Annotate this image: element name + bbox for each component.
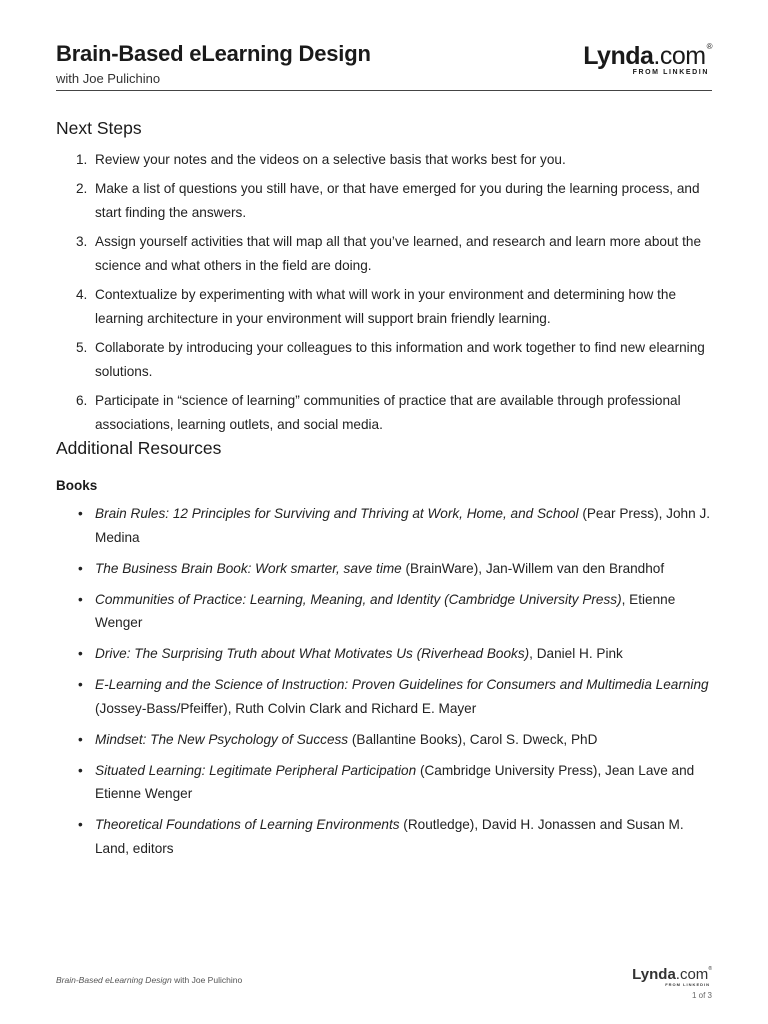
bullet: •: [78, 677, 83, 692]
step-number: 5.: [76, 340, 88, 355]
next-steps-list: [56, 148, 712, 442]
book-details: , Daniel H. Pink: [529, 646, 623, 661]
step-number: 3.: [76, 234, 88, 249]
step-text: Contextualize by experimenting with what will work in your environment and determining how the learning architecture in your environment will support brain friendly learning.: [95, 287, 677, 326]
book-item: [56, 588, 712, 635]
next-step-item: [56, 389, 712, 437]
book-item: [56, 557, 712, 581]
book-item: [56, 642, 712, 666]
footer-byline: with Joe Pulichino: [171, 975, 243, 985]
bullet: •: [78, 817, 83, 832]
book-details: (Pear Press), John J. Medina: [95, 506, 711, 545]
books-list: [56, 502, 712, 868]
bullet: •: [78, 506, 83, 521]
logo-registered-mark: ®: [706, 42, 712, 51]
additional-resources-heading: Additional Resources: [56, 438, 222, 458]
bullet: •: [78, 731, 83, 747]
step-number: 2.: [76, 181, 88, 196]
logo-wordmark: [583, 42, 712, 71]
footer-logo-dotcom: .com: [675, 966, 709, 983]
step-number: 1.: [76, 152, 88, 167]
book-details: (BrainWare), Jan-Willem van den Brandhof: [401, 560, 665, 576]
footer-lynda-logo: [632, 966, 712, 990]
step-text: Participate in “science of learning” communities of practice that are available through professional associations, learning outlets, and social media.: [95, 393, 681, 432]
book-title: Brain Rules: 12 Principles for Surviving and Thriving at Work, Home, and School: [95, 506, 579, 521]
book-item: [56, 728, 712, 752]
lynda-logo: [572, 42, 712, 78]
page-number: 1 of 3: [691, 991, 712, 1000]
step-number: 4.: [76, 287, 88, 302]
book-title: The Business Brain Book: Work smarter, save time: [95, 560, 402, 576]
book-title: Situated Learning: Legitimate Peripheral Participation: [95, 762, 417, 778]
footer-logo-wordmark: [632, 966, 712, 983]
book-details: (Routledge), David H. Jonassen and Susan M. Land, editors: [95, 817, 684, 856]
book-details: , Etienne Wenger: [95, 591, 676, 630]
books-heading: Books: [56, 478, 98, 493]
logo-dotcom: .com: [653, 42, 706, 70]
step-text: Collaborate by introducing your colleagues to this information and work together to find new elearning solutions.: [95, 340, 705, 379]
step-text: Review your notes and the videos on a selective basis that works best for you.: [95, 152, 566, 167]
logo-word: Lynda: [583, 42, 654, 70]
book-item: [56, 759, 712, 806]
footer-logo-word: Lynda: [632, 966, 676, 983]
book-title: Theoretical Foundations of Learning Environments: [95, 817, 400, 832]
document-title: Brain-Based eLearning Design: [56, 41, 371, 66]
logo-tagline: FROM LINKEDIN: [632, 69, 709, 76]
book-details: (Ballantine Books), Carol S. Dweck, PhD: [348, 731, 598, 747]
bullet: •: [78, 560, 83, 576]
book-title: Communities of Practice: Learning, Meaning, and Identity (Cambridge University Press): [95, 591, 622, 607]
book-item: [56, 673, 712, 720]
book-details: (Cambridge University Press), Jean Lave and Etienne Wenger: [95, 762, 695, 801]
step-text: Assign yourself activities that will map all that you’ve learned, and research and learn more about the science and what others in the field are doing.: [95, 234, 702, 273]
book-details: (Jossey-Bass/Pfeiffer), Ruth Colvin Clark and Richard E. Mayer: [95, 700, 477, 716]
next-step-item: [56, 336, 712, 384]
next-step-item: [56, 177, 712, 225]
document-header: [56, 40, 712, 91]
book-title: Drive: The Surprising Truth about What Motivates Us (Riverhead Books): [95, 646, 530, 661]
next-steps-heading: Next Steps: [56, 118, 142, 138]
step-text: Make a list of questions you still have, or that have emerged for you during the learning process, and start finding the answers.: [95, 181, 700, 220]
footer-logo-tagline: FROM LINKEDIN: [665, 982, 710, 987]
next-step-item: [56, 230, 712, 278]
document-page: [56, 0, 712, 1024]
step-number: 6.: [76, 393, 88, 408]
footer-logo-registered-mark: ®: [708, 966, 712, 972]
bullet: •: [78, 646, 83, 661]
book-item: [56, 813, 712, 860]
footer-course-info: [56, 975, 242, 985]
bullet: •: [78, 591, 83, 607]
next-step-item: [56, 148, 712, 172]
book-title: E-Learning and the Science of Instruction: Proven Guidelines for Consumers and Multimedia Learning: [95, 677, 709, 692]
book-title: Mindset: The New Psychology of Success: [95, 731, 349, 747]
bullet: •: [78, 762, 83, 778]
document-subtitle: with Joe Pulichino: [56, 71, 161, 86]
book-item: [56, 502, 712, 549]
footer-course-title: Brain-Based eLearning Design: [56, 975, 172, 985]
next-step-item: [56, 283, 712, 331]
